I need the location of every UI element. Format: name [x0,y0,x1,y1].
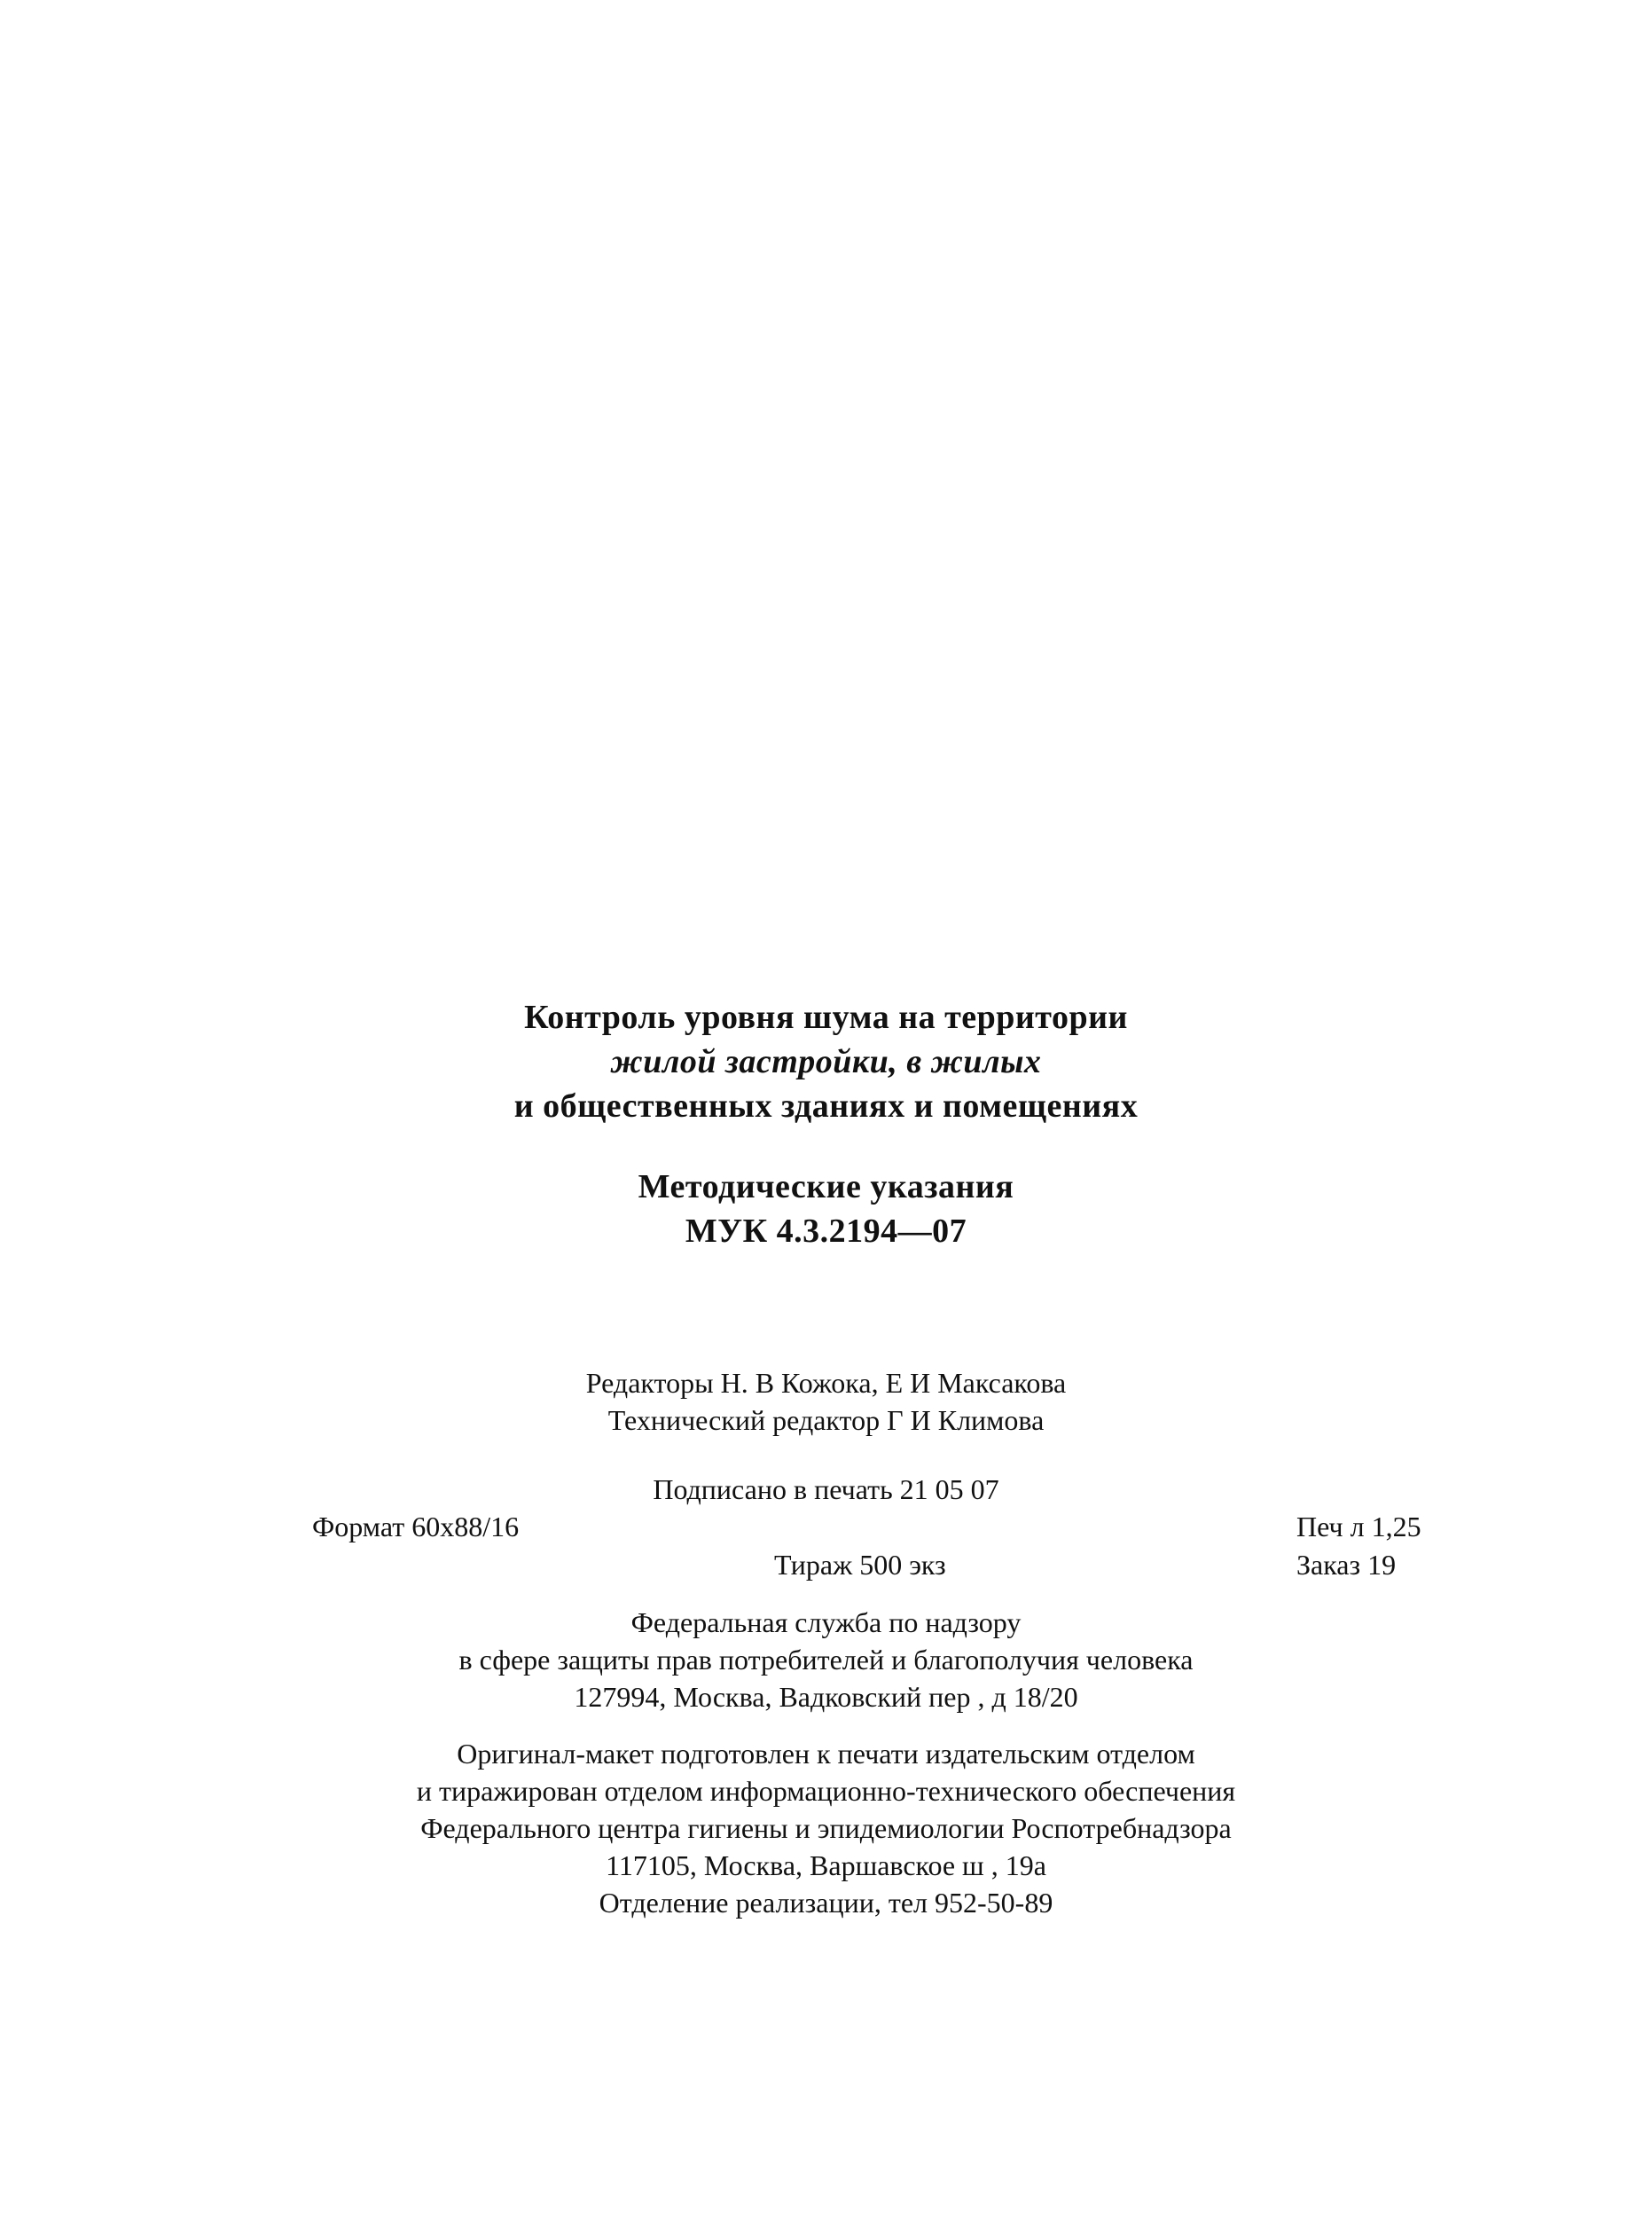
publisher-line-1: Федеральная служба по надзору [630,1606,1022,1638]
doc-type-line-1: Методические указания [638,1168,1014,1205]
title-line-1: Контроль уровня шума на территории [524,999,1128,1036]
publisher-address: 127994, Москва, Вадковский пер , д 18/20 [574,1681,1078,1713]
title-line-3: и общественных зданиях и помещениях [513,1087,1139,1125]
publisher-line-2: в сфере защиты прав потребителей и благополучия человека [458,1644,1194,1676]
printer-line-2: и тиражирован отделом информационно-технического обеспечения [416,1775,1236,1807]
format-text: Формат 60x88/16 [312,1511,520,1542]
circulation-text: Тираж 500 экз [774,1549,946,1581]
printer-line-3: Федерального центра гигиены и эпидемиологии Роспотребнадзора [420,1812,1232,1844]
printer-line-1: Оригинал-макет подготовлен к печати издательским отделом [457,1738,1195,1770]
printer-block [0,1735,1652,1921]
order-text: Заказ 19 [1296,1549,1397,1581]
technical-editor-line: Технический редактор Г И Климова [607,1404,1045,1436]
editors-line: Редакторы Н. В Кожока, Е И Максакова [585,1367,1067,1399]
printed-sheets-text: Печ л 1,25 [1296,1511,1421,1542]
publisher-block [0,1604,1652,1715]
sales-department-phone: Отделение реализации, тел 952-50-89 [599,1887,1053,1919]
document-type [0,1165,1652,1253]
editors-block [0,1364,1652,1439]
doc-type-code: МУК 4.3.2194—07 [685,1213,967,1250]
title-line-2: жилой застройки, в жилых [610,1043,1042,1080]
document-title [0,995,1652,1128]
signed-to-print: Подписано в печать 21 05 07 [653,1473,999,1505]
printer-address: 117105, Москва, Варшавское ш , 19а [606,1849,1046,1881]
